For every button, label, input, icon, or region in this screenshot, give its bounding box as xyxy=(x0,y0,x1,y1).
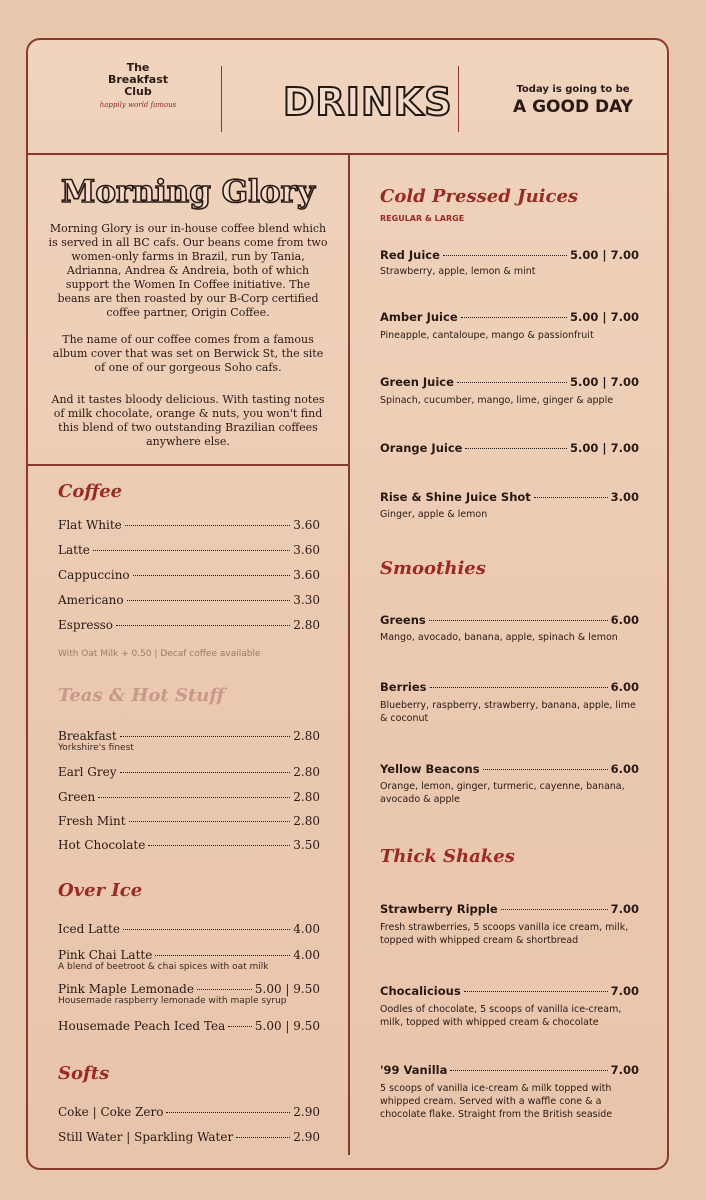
item-name: Greens xyxy=(380,613,426,627)
leader-dots xyxy=(450,1070,607,1071)
item-price: 5.00 | 7.00 xyxy=(570,375,639,389)
menu-item xyxy=(58,1130,320,1144)
menu-item xyxy=(380,902,639,916)
breakfast-club-logo xyxy=(98,62,178,142)
menu-item xyxy=(58,765,320,779)
item-price: 3.50 xyxy=(293,838,320,852)
leader-dots xyxy=(228,1026,252,1027)
item-name: Pink Maple Lemonade xyxy=(58,982,194,996)
logo-line-3: Club xyxy=(124,85,152,98)
item-price: 5.00 | 7.00 xyxy=(570,441,639,455)
item-price: 7.00 xyxy=(610,1063,639,1077)
item-price: 6.00 xyxy=(610,680,639,694)
item-name: Red Juice xyxy=(380,248,440,262)
item-name: Cappuccino xyxy=(58,568,130,582)
item-name: Latte xyxy=(58,543,90,557)
item-description: Fresh strawberries, 5 scoops vanilla ice cream, milk, topped with whipped cream & shortbread xyxy=(380,922,629,946)
menu-item xyxy=(380,984,639,998)
juices-title: Cold Pressed Juices xyxy=(380,186,579,207)
item-name: Rise & Shine Juice Shot xyxy=(380,490,531,504)
leader-dots xyxy=(148,845,290,846)
menu-item xyxy=(58,922,320,936)
item-price: 2.80 xyxy=(293,814,320,828)
menu-item xyxy=(58,790,320,804)
item-description: Yorkshire's finest xyxy=(58,743,134,753)
menu-item xyxy=(380,490,639,504)
morning-glory-para-3: And it tastes bloody delicious. With tasting notes of milk chocolate, orange & nuts, you won't find this blend of two outstanding Brazilian coffees anywhere else. xyxy=(51,393,325,448)
leader-dots xyxy=(129,821,291,822)
item-name: Green Juice xyxy=(380,375,454,389)
menu-item xyxy=(58,982,320,996)
leader-dots xyxy=(120,736,291,737)
item-name: Chocalicious xyxy=(380,984,461,998)
slogan-main: A GOOD DAY xyxy=(513,97,633,117)
item-price: 2.80 xyxy=(293,790,320,804)
item-price: 4.00 xyxy=(293,922,320,936)
menu-item xyxy=(58,593,320,607)
item-price: 7.00 xyxy=(610,984,639,998)
item-price: 3.60 xyxy=(293,568,320,582)
item-description: Blueberry, raspberry, strawberry, banana, apple, lime & coconut xyxy=(380,700,636,724)
leader-dots xyxy=(98,797,290,798)
logo-line-2: Breakfast xyxy=(107,73,169,86)
menu-item xyxy=(380,680,639,694)
morning-glory-para-2: The name of our coffee comes from a famous album cover that was set on Berwick St, the site of one of our gorgeous Soho cafs. xyxy=(52,333,324,374)
item-price: 3.60 xyxy=(293,543,320,557)
leader-dots xyxy=(443,255,567,256)
logo-line-1: The xyxy=(126,61,150,74)
leader-dots xyxy=(483,769,608,770)
item-name: Hot Chocolate xyxy=(58,838,146,852)
item-price: 3.60 xyxy=(293,518,320,532)
morning-glory-para-1: Morning Glory is our in-house coffee blend which is served in all BC cafs. Our beans come from two women-only farms in Brazil, run by Tania, Adrianna, Andrea & Andreia, both of which support the Women In Coffee initiative. The beans are then roasted by our B-Corp certified coffee partner, Origin Coffee. xyxy=(48,222,328,319)
item-description: Oodles of chocolate, 5 scoops of vanilla ice-cream, milk, topped with whipped cream & chocolate xyxy=(380,1004,622,1028)
item-name: Earl Grey xyxy=(58,765,117,779)
menu-item xyxy=(58,948,320,962)
header-divider-right xyxy=(458,66,459,132)
item-name: Housemade Peach Iced Tea xyxy=(58,1019,226,1033)
leader-dots xyxy=(120,772,291,773)
item-description: Orange, lemon, ginger, turmeric, cayenne, banana, avocado & apple xyxy=(380,781,625,805)
menu-item xyxy=(380,248,639,262)
over-ice-title: Over Ice xyxy=(58,880,143,901)
item-description: Pineapple, cantaloupe, mango & passionfruit xyxy=(380,330,594,341)
item-price: 7.00 xyxy=(610,902,639,916)
item-name: Berries xyxy=(380,680,427,694)
menu-card xyxy=(26,38,669,1170)
menu-item xyxy=(380,310,639,324)
item-name: Coke | Coke Zero xyxy=(58,1105,164,1119)
leader-dots xyxy=(429,620,608,621)
item-name: Breakfast xyxy=(58,729,117,743)
menu-header xyxy=(28,40,667,155)
item-price: 2.90 xyxy=(293,1130,320,1144)
item-price: 5.00 | 9.50 xyxy=(254,1019,320,1033)
juices-subtitle: REGULAR & LARGE xyxy=(380,214,465,223)
leader-dots xyxy=(127,600,291,601)
item-name: Espresso xyxy=(58,618,113,632)
item-description: Ginger, apple & lemon xyxy=(380,509,488,520)
item-price: 3.00 xyxy=(610,490,639,504)
item-name: Strawberry Ripple xyxy=(380,902,498,916)
menu-item xyxy=(58,838,320,852)
leader-dots xyxy=(464,991,608,992)
item-price: 2.80 xyxy=(293,765,320,779)
item-name: Green xyxy=(58,790,96,804)
item-description: Mango, avocado, banana, apple, spinach & lemon xyxy=(380,632,618,643)
leader-dots xyxy=(501,909,608,910)
header-divider-left xyxy=(221,66,222,132)
item-price: 6.00 xyxy=(610,762,639,776)
menu-item xyxy=(58,729,320,743)
menu-item xyxy=(380,441,639,455)
item-description: Spinach, cucumber, mango, lime, ginger & apple xyxy=(380,395,614,406)
item-name: '99 Vanilla xyxy=(380,1063,448,1077)
leader-dots xyxy=(93,550,290,551)
item-price: 2.90 xyxy=(293,1105,320,1119)
item-name: Fresh Mint xyxy=(58,814,126,828)
logo-tagline: happily world famous xyxy=(99,101,177,109)
leader-dots xyxy=(197,989,252,990)
item-description: Strawberry, apple, lemon & mint xyxy=(380,266,536,277)
item-name: Americano xyxy=(58,593,124,607)
column-divider xyxy=(348,155,350,1155)
item-price: 5.00 | 9.50 xyxy=(254,982,320,996)
item-price: 2.80 xyxy=(293,729,320,743)
item-name: Flat White xyxy=(58,518,122,532)
item-price: 4.00 xyxy=(293,948,320,962)
item-description: 5 scoops of vanilla ice-cream & milk topped with whipped cream. Served with a waffle cone & a chocolate flake. Straight from the British seaside xyxy=(380,1083,613,1120)
slogan-top: Today is going to be xyxy=(516,84,630,95)
slogan xyxy=(508,84,638,117)
item-name: Yellow Beacons xyxy=(380,762,480,776)
menu-item xyxy=(58,543,320,557)
leader-dots xyxy=(465,448,567,449)
item-price: 3.30 xyxy=(293,593,320,607)
menu-item xyxy=(58,568,320,582)
menu-item xyxy=(58,518,320,532)
shakes-title: Thick Shakes xyxy=(380,846,515,867)
teas-title: Teas & Hot Stuff xyxy=(58,685,225,706)
item-price: 5.00 | 7.00 xyxy=(570,248,639,262)
coffee-note: With Oat Milk + 0.50 | Decaf coffee available xyxy=(58,649,261,659)
leader-dots xyxy=(461,317,567,318)
leader-dots xyxy=(166,1112,290,1113)
menu-item xyxy=(58,1019,320,1033)
item-name: Iced Latte xyxy=(58,922,120,936)
menu-item xyxy=(58,618,320,632)
item-price: 2.80 xyxy=(293,618,320,632)
softs-title: Softs xyxy=(58,1063,110,1084)
item-price: 5.00 | 7.00 xyxy=(570,310,639,324)
menu-item xyxy=(58,1105,320,1119)
menu-item xyxy=(380,762,639,776)
item-description: A blend of beetroot & chai spices with oat milk xyxy=(58,962,269,972)
leader-dots xyxy=(116,625,290,626)
item-name: Pink Chai Latte xyxy=(58,948,153,962)
leader-dots xyxy=(457,382,567,383)
leader-dots xyxy=(125,525,291,526)
leader-dots xyxy=(534,497,608,498)
coffee-title: Coffee xyxy=(58,481,123,502)
leader-dots xyxy=(123,929,290,930)
smoothies-title: Smoothies xyxy=(380,558,486,579)
item-name: Still Water | Sparkling Water xyxy=(58,1130,234,1144)
leader-dots xyxy=(155,955,290,956)
menu-item xyxy=(380,613,639,627)
item-name: Orange Juice xyxy=(380,441,463,455)
item-name: Amber Juice xyxy=(380,310,458,324)
leader-dots xyxy=(236,1137,290,1138)
page-title: DRINKS xyxy=(283,80,453,124)
menu-item xyxy=(58,814,320,828)
menu-item xyxy=(380,1063,639,1077)
leader-dots xyxy=(133,575,291,576)
item-price: 6.00 xyxy=(610,613,639,627)
morning-glory-rule xyxy=(28,464,348,466)
morning-glory-title: Morning Glory xyxy=(61,174,315,210)
item-description: Housemade raspberry lemonade with maple syrup xyxy=(58,996,287,1006)
leader-dots xyxy=(430,687,608,688)
menu-item xyxy=(380,375,639,389)
